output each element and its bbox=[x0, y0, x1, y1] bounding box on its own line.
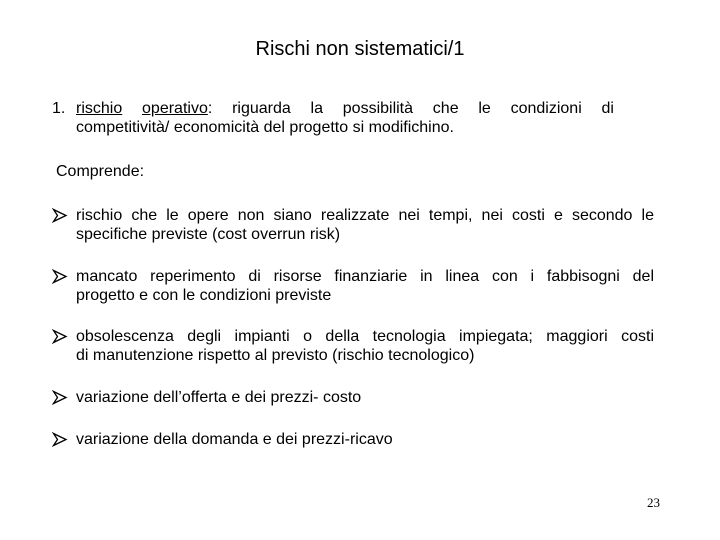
bullet-text bbox=[76, 430, 654, 449]
bullet-item bbox=[52, 327, 654, 365]
bullet-text bbox=[76, 206, 654, 244]
page-number: 23 bbox=[647, 495, 660, 510]
bullet-item bbox=[52, 267, 654, 305]
numbered-item-1 bbox=[52, 99, 614, 137]
arrowhead-bullet-icon bbox=[52, 267, 68, 286]
term-operativo: operativo bbox=[142, 100, 208, 117]
bullet-line-2: specifiche previste (cost overrun risk) bbox=[76, 226, 341, 243]
bullet-text bbox=[76, 327, 654, 365]
bullet-text bbox=[76, 267, 654, 305]
bullet-line-2: progetto e con le condizioni previste bbox=[76, 287, 332, 304]
bullet-item bbox=[52, 206, 654, 244]
item-line-1-rest: : riguarda la possibilità che le condizioni di bbox=[207, 100, 614, 117]
bullet-item bbox=[52, 430, 654, 449]
term-rischio: rischio bbox=[76, 100, 123, 117]
arrowhead-bullet-icon bbox=[52, 430, 68, 449]
arrowhead-bullet-icon bbox=[52, 206, 68, 225]
bullet-line-1: mancato reperimento di risorse finanziarie in linea con i fabbisogni del bbox=[76, 268, 654, 285]
arrowhead-bullet-icon bbox=[52, 327, 68, 346]
comprende-label: Comprende: bbox=[56, 163, 145, 180]
bullet-line-2: di manutenzione rispetto al previsto (rischio tecnologico) bbox=[76, 347, 475, 364]
slide-title: Rischi non sistematici/1 bbox=[255, 38, 465, 60]
bullet-line-1: obsolescenza degli impianti o della tecnologia impiegata; maggiori costi bbox=[76, 328, 654, 345]
item-line-1 bbox=[76, 99, 614, 118]
bullet-line-1: rischio che le opere non siano realizzate nei tempi, nei costi e secondo le bbox=[76, 207, 654, 224]
bullet-line-1: variazione della domanda e dei prezzi-ricavo bbox=[76, 431, 393, 448]
bullet-text bbox=[76, 388, 654, 407]
arrowhead-bullet-icon bbox=[52, 388, 68, 407]
item-number: 1. bbox=[52, 100, 66, 117]
item-paragraph bbox=[76, 99, 614, 137]
bullet-line-1: variazione dell’offerta e dei prezzi- costo bbox=[76, 389, 362, 406]
item-line-2: competitività/ economicità del progetto si modifichino. bbox=[76, 119, 454, 136]
bullet-item bbox=[52, 388, 654, 407]
